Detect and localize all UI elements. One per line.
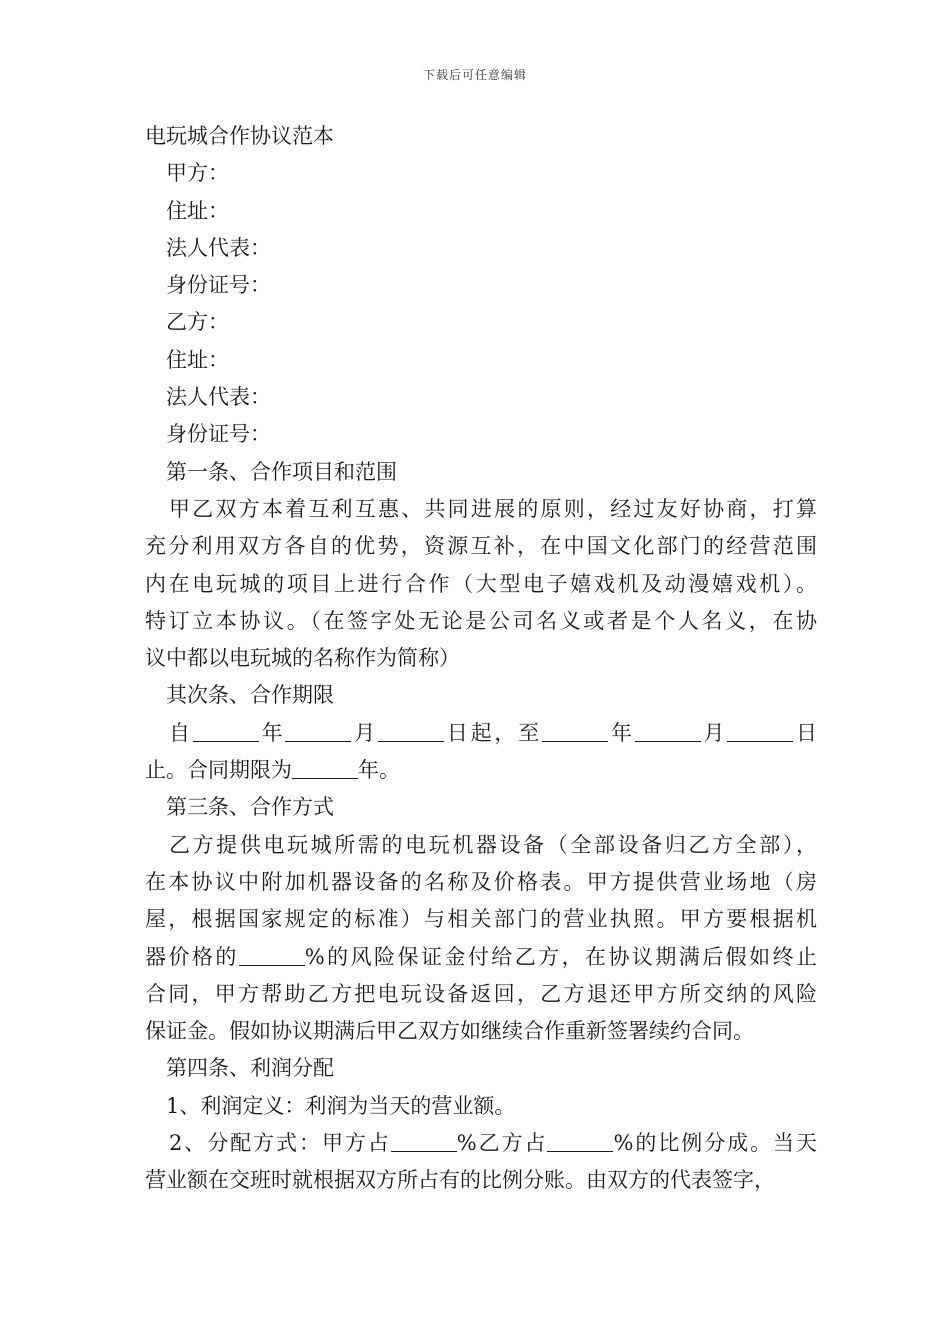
party-b-id-no: 身份证号： bbox=[166, 422, 271, 447]
article4-item1: 1、利润定义：利润为当天的营业额。 bbox=[166, 1093, 516, 1118]
month-text: 月 bbox=[700, 720, 728, 745]
from-text: 自 bbox=[169, 720, 193, 745]
start-year-blank bbox=[193, 719, 259, 742]
article3-line: 保证金。假如协议期满后甲乙双方如继续合作重新签署续约合同。 bbox=[145, 1019, 754, 1044]
article2-term-line bbox=[145, 752, 817, 789]
end-day-blank bbox=[727, 719, 793, 742]
article1-line: 特订立本协议。（在签字处无论是公司名义或者是个人名义，在协 bbox=[145, 608, 817, 633]
article1-line: 甲乙双方本着互利互惠、共同进展的原则，经过友好协商，打算 bbox=[169, 496, 817, 521]
deposit-suffix: %的风险保证金付给乙方，在协议期满后假如终止 bbox=[304, 944, 817, 969]
share-prefix: 2、分配方式：甲方占 bbox=[169, 1131, 391, 1156]
document-title: 电玩城合作协议范本 bbox=[145, 124, 334, 148]
party-a-id-no: 身份证号： bbox=[166, 273, 271, 298]
term-years-blank bbox=[292, 756, 358, 779]
article1-line: 议中都以电玩城的名称作为简称） bbox=[145, 646, 460, 671]
party-b-legal-rep: 法人代表： bbox=[166, 385, 271, 410]
party-a-label: 甲方： bbox=[166, 161, 229, 186]
party-b-share-blank bbox=[547, 1129, 613, 1152]
start-month-blank bbox=[285, 719, 351, 742]
party-a-address: 住址： bbox=[166, 198, 229, 223]
document-body bbox=[145, 118, 817, 1200]
start-day-blank bbox=[378, 719, 444, 742]
day-end-text: 日 bbox=[793, 720, 817, 745]
article4-item2-line2: 营业额在交班时就根据双方所占有的比例分账。由双方的代表签字， bbox=[145, 1168, 775, 1193]
article2-date-line bbox=[145, 715, 817, 752]
article1-heading: 第一条、合作项目和范围 bbox=[166, 459, 397, 484]
end-year-blank bbox=[542, 719, 608, 742]
party-b-address: 住址： bbox=[166, 347, 229, 372]
article4-item2-line bbox=[145, 1125, 817, 1162]
article3-line bbox=[145, 939, 817, 976]
article3-line: 在本协议中附加机器设备的名称及价格表。甲方提供营业场地（房 bbox=[145, 869, 817, 894]
term-prefix: 止。合同期限为 bbox=[145, 758, 292, 783]
article1-line: 内在电玩城的项目上进行合作（大型电子嬉戏机及动漫嬉戏机）。 bbox=[145, 571, 817, 596]
end-month-blank bbox=[635, 719, 701, 742]
deposit-percent-blank bbox=[239, 943, 305, 966]
article2-heading: 其次条、合作期限 bbox=[166, 683, 334, 708]
article3-heading: 第三条、合作方式 bbox=[166, 795, 334, 820]
share-suffix: %的比例分成。当天 bbox=[613, 1131, 817, 1156]
article3-line: 乙方提供电玩城所需的电玩机器设备（全部设备归乙方全部）， bbox=[169, 832, 817, 857]
page-header-note: 下载后可任意编辑 bbox=[422, 68, 527, 82]
term-suffix: 年。 bbox=[358, 758, 400, 783]
month-text: 月 bbox=[351, 720, 379, 745]
article3-line: 屋，根据国家规定的标准）与相关部门的营业执照。甲方要根据机 bbox=[145, 907, 817, 932]
year-text: 年 bbox=[608, 720, 635, 745]
article3-line: 合同，甲方帮助乙方把电玩设备返回，乙方退还甲方所交纳的风险 bbox=[145, 981, 817, 1006]
day-start-text: 日起，至 bbox=[444, 720, 543, 745]
article1-line: 充分利用双方各自的优势，资源互补，在中国文化部门的经营范围 bbox=[145, 534, 817, 559]
share-mid: %乙方占 bbox=[456, 1131, 548, 1156]
party-a-share-blank bbox=[391, 1129, 457, 1152]
article4-heading: 第四条、利润分配 bbox=[166, 1056, 334, 1081]
party-b-label: 乙方： bbox=[166, 310, 229, 335]
deposit-prefix: 器价格的 bbox=[145, 944, 239, 969]
year-text: 年 bbox=[258, 720, 286, 745]
party-a-legal-rep: 法人代表： bbox=[166, 235, 271, 260]
